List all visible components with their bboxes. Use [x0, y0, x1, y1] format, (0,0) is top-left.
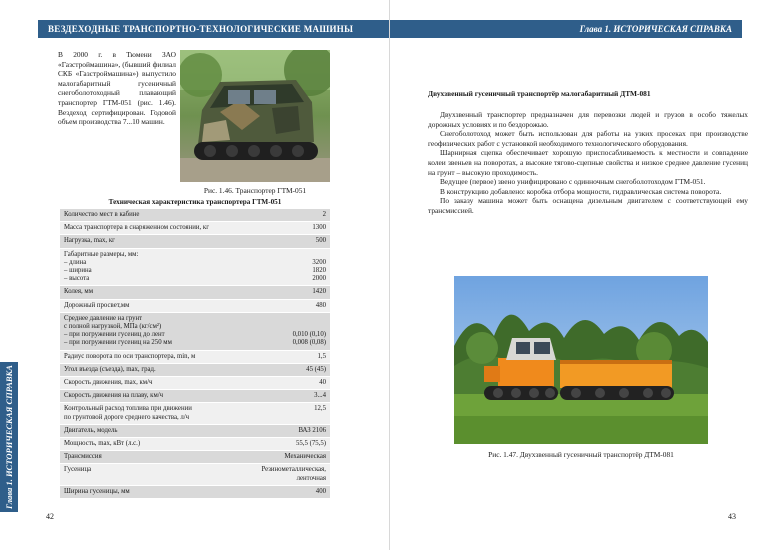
table-row [60, 248, 330, 286]
table-row [60, 209, 330, 222]
table-row [60, 286, 330, 299]
spec-label: Масса транспортера в снаряженном состоянии, кг [60, 222, 238, 235]
table-row [60, 390, 330, 403]
spec-label: Угол въезда (съезда), max, град. [60, 363, 238, 376]
spec-label: Дорожный просвет,мм [60, 299, 238, 312]
spec-value: 2 [238, 209, 330, 222]
table-row [60, 424, 330, 437]
spec-label: Контрольный расход топлива при движении по грунтовой дороге среднего качества, л/ч [60, 403, 238, 424]
table-row [60, 235, 330, 248]
paragraph: Ведущее (первое) звено унифицировано с одинночным снегоболотоходом ГТМ-051. [440, 177, 706, 187]
table-row [60, 438, 330, 451]
right-running-header: Глава 1. ИСТОРИЧЕСКАЯ СПРАВКА [390, 20, 742, 38]
spec-value: 1420 [238, 286, 330, 299]
section-title: Двухзвенный гусеничный транспортёр малогабаритный ДТМ-081 [428, 89, 651, 98]
spec-label: Скорость движения на плаву, км/ч [60, 390, 238, 403]
spec-label: Нагрузка, max, кг [60, 235, 238, 248]
spec-table [60, 209, 330, 499]
left-running-header: ВЕЗДЕХОДНЫЕ ТРАНСПОРТНО-ТЕХНОЛОГИЧЕСКИЕ МАШИНЫ [38, 20, 390, 38]
spec-value: 400 [238, 485, 330, 498]
spec-value: 40 [238, 377, 330, 390]
spec-label: Двигатель, модель [60, 424, 238, 437]
spec-value: 55,5 (75,5) [238, 438, 330, 451]
spec-label: Трансмиссия [60, 451, 238, 464]
spec-value: 3200 1820 2000 [238, 248, 330, 286]
spec-value: Резинометаллическая, ленточная [238, 464, 330, 485]
spec-label: Радиус поворота по оси транспортера, min, м [60, 350, 238, 363]
side-tab-label: Глава 1. ИСТОРИЧЕСКАЯ СПРАВКА [4, 365, 14, 509]
spec-label: Скорость движения, max, км/ч [60, 377, 238, 390]
paragraph: В конструкцию добавлено: коробка отбора мощности, гидравлическая система поворота. [440, 186, 722, 196]
spec-label: Мощность, max, кВт (л.с.) [60, 438, 238, 451]
table-row [60, 464, 330, 485]
paragraph: Двухзвенный транспортер предназначен для перевозки людей и грузов в особо тяжелых дорожных условиях и по бездорожью. [428, 110, 748, 129]
table-row [60, 363, 330, 376]
intro-paragraph: В 2000 г. в Тюмени ЗАО «Газстроймашина», (бывший филиал СКБ «Газстроймашина») выпустило малогабаритный гусеничный снегоболотоходный плавающий транспортер ГТМ-051 (рис. 1.46). Вездеход сертифицирован. Годовой объем производства 7...10 машин. [58, 50, 176, 127]
spec-table-title: Техническая характеристика транспортера ГТМ-051 [108, 198, 282, 206]
photo-dtm-081 [454, 276, 708, 444]
spec-value: 1,5 [238, 350, 330, 363]
figure-caption-1-47: Рис. 1.47. Двухзвенный гусеничный транспортёр ДТМ-081 [488, 450, 674, 459]
spec-value: 45 (45) [238, 363, 330, 376]
paragraph: Снегоболотоход может быть использован для работы на узких просеках при производстве геофизических работ с установкой необходимого технологического оборудования. [428, 129, 748, 148]
spec-value: 12,5 [238, 403, 330, 424]
table-row [60, 350, 330, 363]
spec-label: Колея, мм [60, 286, 238, 299]
spec-label: Среднее давление на грунт с полной нагрузкой, МПа (кг/см²) – при погружении гусениц до лент – при погружении гусениц на 250 мм [60, 312, 238, 350]
table-row [60, 222, 330, 235]
right-page [390, 0, 780, 550]
spec-value: ВАЗ 2106 [238, 424, 330, 437]
paragraph: По заказу машина может быть оснащена дизельным двигателем с соответствующей ему трансмиссией. [428, 196, 748, 215]
spec-value: Механическая [238, 451, 330, 464]
table-row [60, 451, 330, 464]
paragraph: Шарнирная сцепка обеспечивает хорошую приспосабливаемость к местности и совпадение колеи звеньев на поворотах, а высокие тягово-сцепные свойства и низкое среднее давление гусениц на грунт – высокую проходимость. [428, 148, 748, 177]
spec-label: Количество мест в кабине [60, 209, 238, 222]
figure-caption-1-46: Рис. 1.46. Транспортер ГТМ-051 [203, 186, 307, 195]
spec-value: 500 [238, 235, 330, 248]
page-number-right: 43 [728, 512, 736, 521]
spec-value: 480 [238, 299, 330, 312]
photo-gtm-051 [180, 50, 330, 182]
spec-label: Ширина гусеницы, мм [60, 485, 238, 498]
spec-label: Гусеница [60, 464, 238, 485]
spec-label: Габаритные размеры, мм: – длина – ширина – высота [60, 248, 238, 286]
spec-value: 0,010 (0,10) 0,008 (0,08) [238, 312, 330, 350]
table-row [60, 403, 330, 424]
page-number-left: 42 [46, 512, 54, 521]
spec-value: 3...4 [238, 390, 330, 403]
table-row [60, 312, 330, 350]
table-row [60, 377, 330, 390]
table-row [60, 299, 330, 312]
section-body [428, 110, 748, 216]
table-row [60, 485, 330, 498]
spec-value: 1300 [238, 222, 330, 235]
